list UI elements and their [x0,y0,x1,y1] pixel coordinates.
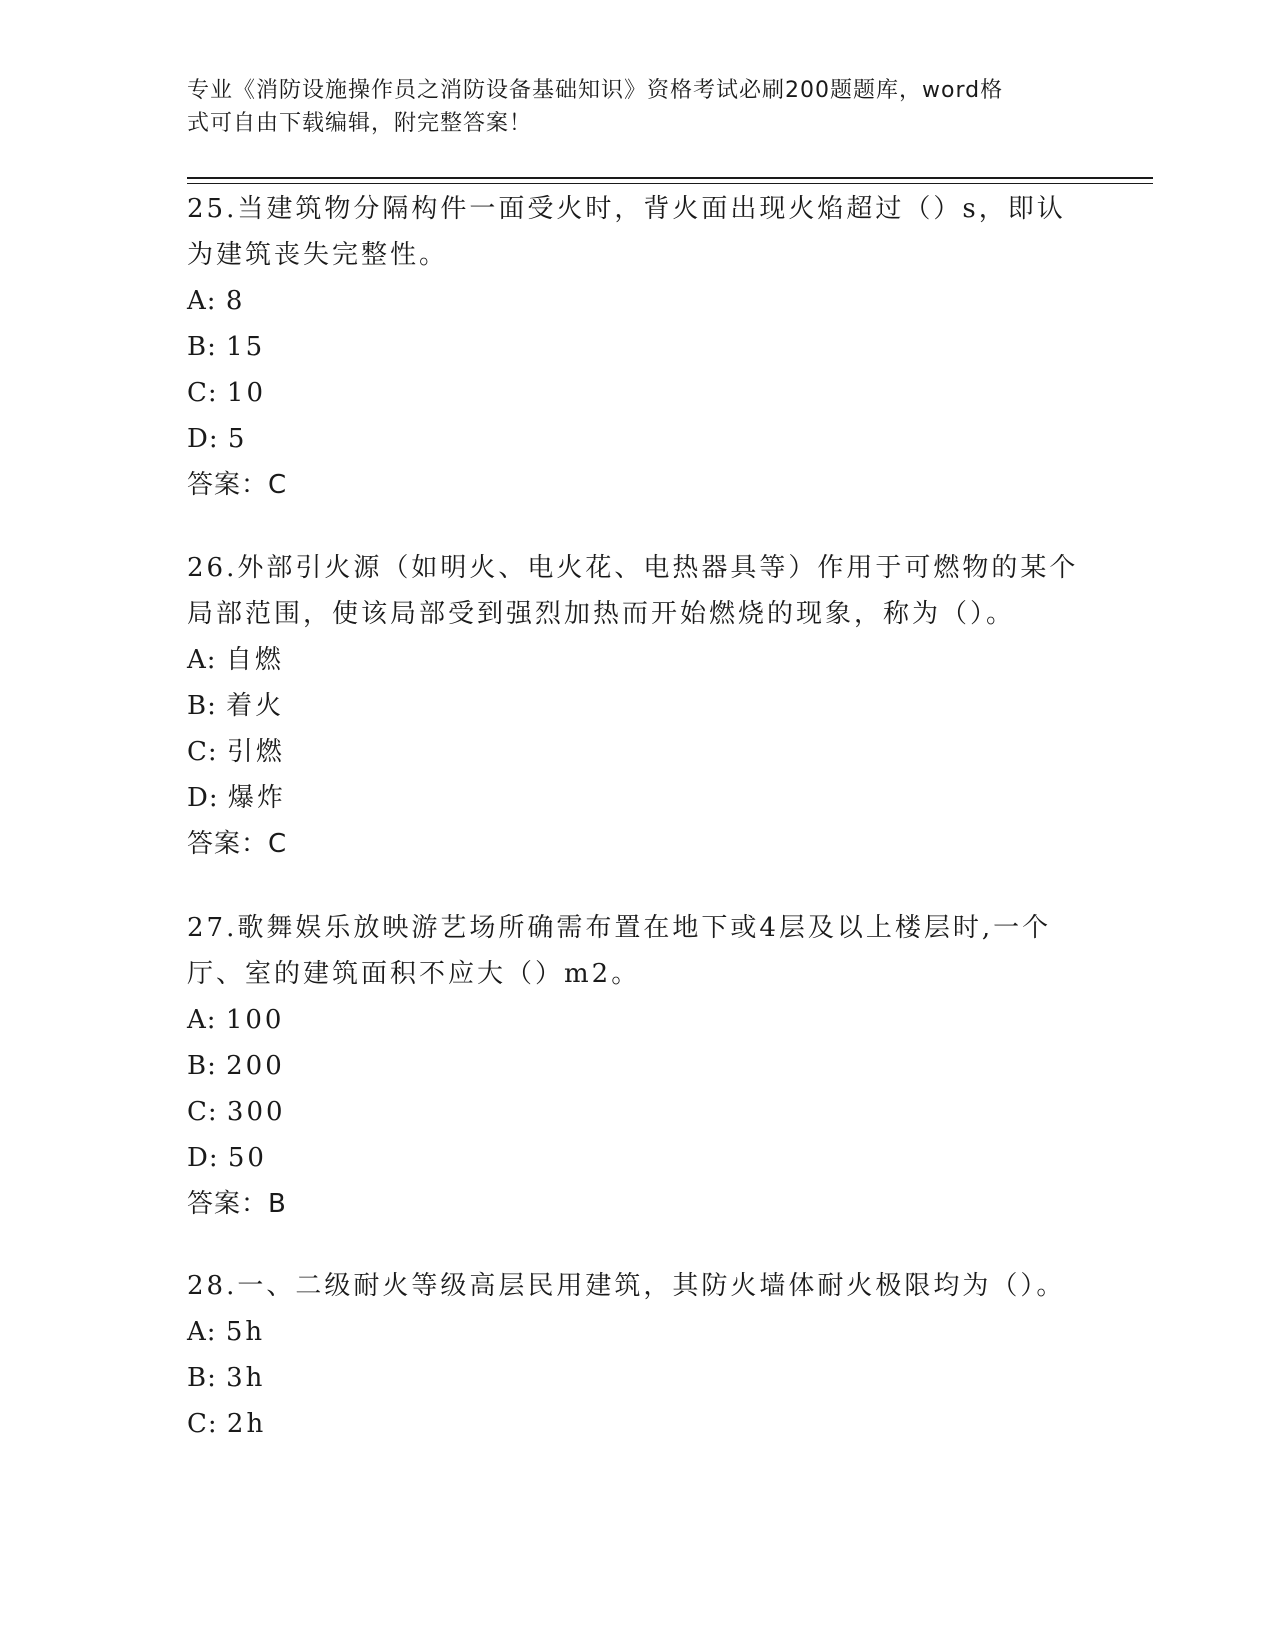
question-stem-line: 厅、室的建筑面积不应大（）m2。 [187,959,641,989]
question-stem-line: 26.外部引火源（如明火、电火花、电热器具等）作用于可燃物的某个 [187,553,1079,583]
option-key: B: [187,1051,217,1081]
header-line-2: 式可自由下载编辑，附完整答案！ [187,111,533,136]
option-c [187,1401,1087,1447]
question-stem-line: 为建筑丧失完整性。 [187,240,449,270]
option-text: 8 [225,286,246,316]
answer-value: B [268,1189,287,1219]
question-25 [187,186,1087,508]
option-key: C: [187,1097,218,1127]
option-key: B: [187,332,217,362]
option-text: 着火 [226,691,285,721]
option-key: A: [187,645,217,675]
option-c [187,1089,1087,1135]
header-divider-thick [187,177,1153,179]
answer-label: 答案： [187,829,269,859]
option-text: 5 [227,424,248,454]
option-text: 10 [226,378,267,408]
option-key: C: [187,378,218,408]
answer-line [187,821,1087,867]
question-stem-line: 28.一、二级耐火等级高层民用建筑，其防火墙体耐火极限均为（）。 [187,1271,1066,1301]
option-text: 5h [225,1317,266,1347]
answer-label: 答案： [187,470,269,500]
option-d [187,416,1087,462]
option-a [187,278,1087,324]
option-text: 200 [226,1051,285,1081]
option-text: 300 [226,1097,286,1127]
question-stem-line: 25.当建筑物分隔构件一面受火时，背火面出现火焰超过（）s，即认 [187,194,1066,224]
option-text: 2h [226,1409,267,1439]
option-key: D: [187,783,219,813]
answer-value: C [268,470,288,500]
option-key: C: [187,1409,218,1439]
option-b [187,1043,1087,1089]
option-d [187,1135,1087,1181]
question-27 [187,905,1087,1227]
option-key: B: [187,691,217,721]
question-stem-line: 局部范围，使该局部受到强烈加热而开始燃烧的现象，称为（）。 [187,599,1016,629]
option-text: 引燃 [226,737,285,767]
option-text: 3h [226,1363,266,1393]
option-text: 自燃 [225,645,284,675]
header-divider-thin [187,183,1153,184]
document-header [187,74,1087,140]
answer-line [187,1181,1087,1227]
answer-label: 答案： [187,1189,269,1219]
question-stem-line: 27.歌舞娱乐放映游艺场所确需布置在地下或4层及以上楼层时,一个 [187,913,1052,943]
option-key: C: [187,737,218,767]
question-28 [187,1263,1087,1447]
question-26 [187,545,1087,867]
option-key: A: [187,1005,217,1035]
option-b [187,1355,1087,1401]
header-line-1: 专业《消防设施操作员之消防设备基础知识》资格考试必刷200题题库，word格 [187,78,1004,103]
option-text: 爆炸 [227,783,286,813]
option-b [187,324,1087,370]
option-text: 50 [227,1143,267,1173]
option-key: D: [187,424,219,454]
option-text: 100 [225,1005,285,1035]
option-key: B: [187,1363,217,1393]
option-key: D: [187,1143,219,1173]
option-b [187,683,1087,729]
option-a [187,637,1087,683]
option-text: 15 [226,332,266,362]
option-key: A: [187,286,217,316]
option-c [187,370,1087,416]
option-c [187,729,1087,775]
answer-value: C [268,829,288,859]
answer-line [187,462,1087,508]
option-a [187,1309,1087,1355]
option-d [187,775,1087,821]
option-key: A: [187,1317,217,1347]
option-a [187,997,1087,1043]
